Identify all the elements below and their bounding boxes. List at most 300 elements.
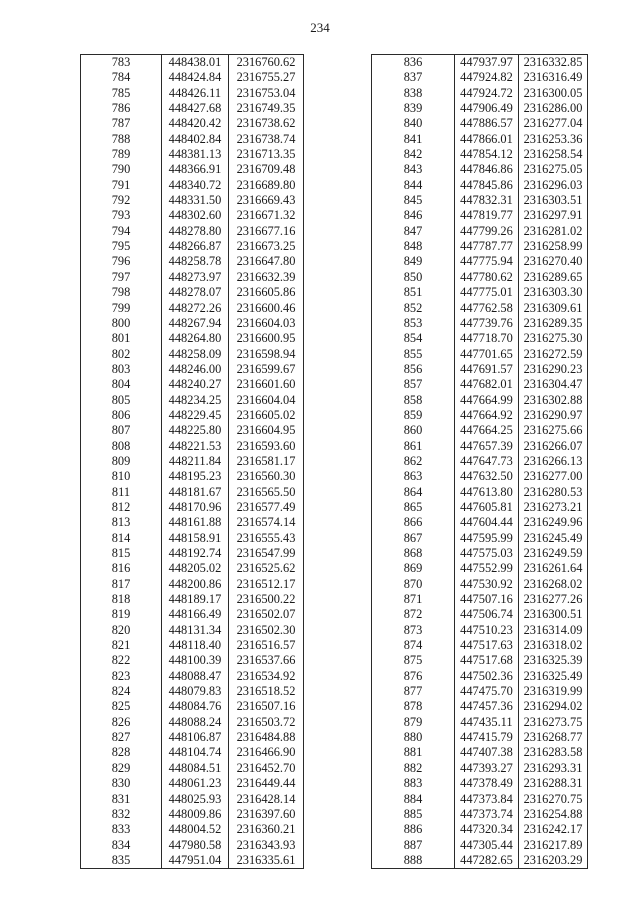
table-row <box>81 285 304 300</box>
y-coordinate-cell: 2316753.04 <box>229 86 304 101</box>
y-coordinate-cell: 2316300.05 <box>519 86 588 101</box>
y-coordinate-cell: 2316360.21 <box>229 822 304 837</box>
y-coordinate-cell: 2316738.62 <box>229 116 304 131</box>
y-coordinate-cell: 2316516.57 <box>229 638 304 653</box>
y-coordinate-cell: 2316449.44 <box>229 776 304 791</box>
x-coordinate-cell: 448170.96 <box>162 500 229 515</box>
point-number-cell: 888 <box>372 853 455 869</box>
y-coordinate-cell: 2316600.95 <box>229 331 304 346</box>
x-coordinate-cell: 447510.23 <box>455 623 519 638</box>
x-coordinate-cell: 448381.13 <box>162 147 229 162</box>
x-coordinate-cell: 448004.52 <box>162 822 229 837</box>
x-coordinate-cell: 448366.91 <box>162 162 229 177</box>
x-coordinate-cell: 447373.84 <box>455 792 519 807</box>
x-coordinate-cell: 448234.25 <box>162 393 229 408</box>
point-number-cell: 812 <box>81 500 162 515</box>
table-row <box>81 254 304 269</box>
point-number-cell: 880 <box>372 730 455 745</box>
x-coordinate-cell: 448240.27 <box>162 377 229 392</box>
point-number-cell: 785 <box>81 86 162 101</box>
table-row <box>81 592 304 607</box>
point-number-cell: 861 <box>372 439 455 454</box>
point-number-cell: 879 <box>372 715 455 730</box>
x-coordinate-cell: 448025.93 <box>162 792 229 807</box>
x-coordinate-cell: 448088.47 <box>162 669 229 684</box>
y-coordinate-cell: 2316534.92 <box>229 669 304 684</box>
y-coordinate-cell: 2316604.95 <box>229 423 304 438</box>
table-row <box>81 546 304 561</box>
table-row <box>372 699 588 714</box>
table-row <box>81 623 304 638</box>
y-coordinate-cell: 2316632.39 <box>229 270 304 285</box>
point-number-cell: 860 <box>372 423 455 438</box>
point-number-cell: 817 <box>81 577 162 592</box>
x-coordinate-cell: 448264.80 <box>162 331 229 346</box>
table-row <box>81 454 304 469</box>
table-row <box>372 208 588 223</box>
point-number-cell: 826 <box>81 715 162 730</box>
coordinates-table-left-body <box>81 55 304 869</box>
y-coordinate-cell: 2316290.23 <box>519 362 588 377</box>
table-row <box>81 132 304 147</box>
table-row <box>372 638 588 653</box>
point-number-cell: 811 <box>81 485 162 500</box>
point-number-cell: 845 <box>372 193 455 208</box>
y-coordinate-cell: 2316275.66 <box>519 423 588 438</box>
table-row <box>81 408 304 423</box>
x-coordinate-cell: 447320.34 <box>455 822 519 837</box>
table-row <box>372 331 588 346</box>
x-coordinate-cell: 447691.57 <box>455 362 519 377</box>
y-coordinate-cell: 2316242.17 <box>519 822 588 837</box>
x-coordinate-cell: 448088.24 <box>162 715 229 730</box>
y-coordinate-cell: 2316525.62 <box>229 561 304 576</box>
x-coordinate-cell: 447475.70 <box>455 684 519 699</box>
y-coordinate-cell: 2316314.09 <box>519 623 588 638</box>
point-number-cell: 851 <box>372 285 455 300</box>
point-number-cell: 784 <box>81 70 162 85</box>
y-coordinate-cell: 2316325.49 <box>519 669 588 684</box>
point-number-cell: 871 <box>372 592 455 607</box>
table-row <box>81 792 304 807</box>
x-coordinate-cell: 447457.36 <box>455 699 519 714</box>
table-row <box>372 761 588 776</box>
point-number-cell: 867 <box>372 531 455 546</box>
table-row <box>372 577 588 592</box>
point-number-cell: 835 <box>81 853 162 869</box>
x-coordinate-cell: 448084.51 <box>162 761 229 776</box>
table-row <box>81 807 304 822</box>
y-coordinate-cell: 2316466.90 <box>229 745 304 760</box>
table-row <box>81 469 304 484</box>
point-number-cell: 828 <box>81 745 162 760</box>
x-coordinate-cell: 448229.45 <box>162 408 229 423</box>
point-number-cell: 882 <box>372 761 455 776</box>
table-row <box>81 70 304 85</box>
point-number-cell: 819 <box>81 607 162 622</box>
table-row <box>372 669 588 684</box>
y-coordinate-cell: 2316294.02 <box>519 699 588 714</box>
table-row <box>372 485 588 500</box>
table-row <box>372 561 588 576</box>
x-coordinate-cell: 447575.03 <box>455 546 519 561</box>
x-coordinate-cell: 447846.86 <box>455 162 519 177</box>
x-coordinate-cell: 448104.74 <box>162 745 229 760</box>
point-number-cell: 815 <box>81 546 162 561</box>
x-coordinate-cell: 447866.01 <box>455 132 519 147</box>
table-row <box>372 531 588 546</box>
x-coordinate-cell: 448278.80 <box>162 224 229 239</box>
table-row <box>372 254 588 269</box>
point-number-cell: 885 <box>372 807 455 822</box>
x-coordinate-cell: 448278.07 <box>162 285 229 300</box>
x-coordinate-cell: 447502.36 <box>455 669 519 684</box>
table-row <box>372 653 588 668</box>
point-number-cell: 844 <box>372 178 455 193</box>
x-coordinate-cell: 447373.74 <box>455 807 519 822</box>
point-number-cell: 792 <box>81 193 162 208</box>
table-row <box>81 684 304 699</box>
point-number-cell: 852 <box>372 301 455 316</box>
y-coordinate-cell: 2316296.03 <box>519 178 588 193</box>
y-coordinate-cell: 2316755.27 <box>229 70 304 85</box>
point-number-cell: 799 <box>81 301 162 316</box>
x-coordinate-cell: 448009.86 <box>162 807 229 822</box>
table-row <box>81 116 304 131</box>
table-row <box>372 316 588 331</box>
point-number-cell: 839 <box>372 101 455 116</box>
point-number-cell: 848 <box>372 239 455 254</box>
table-row <box>81 745 304 760</box>
y-coordinate-cell: 2316332.85 <box>519 55 588 71</box>
x-coordinate-cell: 447924.82 <box>455 70 519 85</box>
table-row <box>81 101 304 116</box>
y-coordinate-cell: 2316245.49 <box>519 531 588 546</box>
page-number: 234 <box>310 20 330 35</box>
y-coordinate-cell: 2316502.07 <box>229 607 304 622</box>
point-number-cell: 823 <box>81 669 162 684</box>
y-coordinate-cell: 2316500.22 <box>229 592 304 607</box>
y-coordinate-cell: 2316605.02 <box>229 408 304 423</box>
table-row <box>372 224 588 239</box>
y-coordinate-cell: 2316677.16 <box>229 224 304 239</box>
table-row <box>81 577 304 592</box>
x-coordinate-cell: 447595.99 <box>455 531 519 546</box>
y-coordinate-cell: 2316249.59 <box>519 546 588 561</box>
y-coordinate-cell: 2316258.99 <box>519 239 588 254</box>
table-row <box>81 362 304 377</box>
point-number-cell: 807 <box>81 423 162 438</box>
point-number-cell: 886 <box>372 822 455 837</box>
x-coordinate-cell: 448402.84 <box>162 132 229 147</box>
y-coordinate-cell: 2316604.03 <box>229 316 304 331</box>
x-coordinate-cell: 447647.73 <box>455 454 519 469</box>
x-coordinate-cell: 447799.26 <box>455 224 519 239</box>
y-coordinate-cell: 2316288.31 <box>519 776 588 791</box>
y-coordinate-cell: 2316258.54 <box>519 147 588 162</box>
y-coordinate-cell: 2316537.66 <box>229 653 304 668</box>
table-row <box>372 838 588 853</box>
x-coordinate-cell: 448061.23 <box>162 776 229 791</box>
table-row <box>372 70 588 85</box>
x-coordinate-cell: 448131.34 <box>162 623 229 638</box>
table-row <box>81 607 304 622</box>
y-coordinate-cell: 2316319.99 <box>519 684 588 699</box>
x-coordinate-cell: 448079.83 <box>162 684 229 699</box>
x-coordinate-cell: 447613.80 <box>455 485 519 500</box>
table-row <box>81 715 304 730</box>
point-number-cell: 798 <box>81 285 162 300</box>
y-coordinate-cell: 2316601.60 <box>229 377 304 392</box>
y-coordinate-cell: 2316261.64 <box>519 561 588 576</box>
point-number-cell: 825 <box>81 699 162 714</box>
table-row <box>81 561 304 576</box>
table-row <box>372 285 588 300</box>
y-coordinate-cell: 2316598.94 <box>229 347 304 362</box>
y-coordinate-cell: 2316270.40 <box>519 254 588 269</box>
table-row <box>372 469 588 484</box>
table-row <box>81 423 304 438</box>
table-row <box>81 638 304 653</box>
x-coordinate-cell: 447886.57 <box>455 116 519 131</box>
x-coordinate-cell: 447517.68 <box>455 653 519 668</box>
table-row <box>372 86 588 101</box>
table-row <box>372 55 588 71</box>
y-coordinate-cell: 2316253.36 <box>519 132 588 147</box>
y-coordinate-cell: 2316289.35 <box>519 316 588 331</box>
point-number-cell: 878 <box>372 699 455 714</box>
x-coordinate-cell: 448246.00 <box>162 362 229 377</box>
point-number-cell: 790 <box>81 162 162 177</box>
point-number-cell: 834 <box>81 838 162 853</box>
table-row <box>372 546 588 561</box>
y-coordinate-cell: 2316277.26 <box>519 592 588 607</box>
y-coordinate-cell: 2316555.43 <box>229 531 304 546</box>
point-number-cell: 855 <box>372 347 455 362</box>
point-number-cell: 872 <box>372 607 455 622</box>
y-coordinate-cell: 2316647.80 <box>229 254 304 269</box>
x-coordinate-cell: 448211.84 <box>162 454 229 469</box>
table-row <box>372 193 588 208</box>
coordinates-table-right <box>371 54 588 869</box>
x-coordinate-cell: 447762.58 <box>455 301 519 316</box>
table-row <box>372 239 588 254</box>
x-coordinate-cell: 448118.40 <box>162 638 229 653</box>
point-number-cell: 881 <box>372 745 455 760</box>
point-number-cell: 824 <box>81 684 162 699</box>
x-coordinate-cell: 447305.44 <box>455 838 519 853</box>
point-number-cell: 846 <box>372 208 455 223</box>
y-coordinate-cell: 2316671.32 <box>229 208 304 223</box>
y-coordinate-cell: 2316604.04 <box>229 393 304 408</box>
point-number-cell: 837 <box>372 70 455 85</box>
y-coordinate-cell: 2316669.43 <box>229 193 304 208</box>
table-row <box>81 853 304 869</box>
table-row <box>81 301 304 316</box>
x-coordinate-cell: 447282.65 <box>455 853 519 869</box>
point-number-cell: 794 <box>81 224 162 239</box>
point-number-cell: 820 <box>81 623 162 638</box>
y-coordinate-cell: 2316266.07 <box>519 439 588 454</box>
table-row <box>372 592 588 607</box>
y-coordinate-cell: 2316268.77 <box>519 730 588 745</box>
x-coordinate-cell: 448426.11 <box>162 86 229 101</box>
table-row <box>81 331 304 346</box>
y-coordinate-cell: 2316335.61 <box>229 853 304 869</box>
x-coordinate-cell: 447980.58 <box>162 838 229 853</box>
x-coordinate-cell: 447845.86 <box>455 178 519 193</box>
x-coordinate-cell: 447530.92 <box>455 577 519 592</box>
point-number-cell: 847 <box>372 224 455 239</box>
table-row <box>372 439 588 454</box>
point-number-cell: 804 <box>81 377 162 392</box>
table-row <box>372 270 588 285</box>
y-coordinate-cell: 2316303.30 <box>519 285 588 300</box>
point-number-cell: 875 <box>372 653 455 668</box>
y-coordinate-cell: 2316270.75 <box>519 792 588 807</box>
table-row <box>81 86 304 101</box>
coordinates-table-left <box>80 54 304 869</box>
y-coordinate-cell: 2316286.00 <box>519 101 588 116</box>
x-coordinate-cell: 447506.74 <box>455 607 519 622</box>
table-row <box>372 807 588 822</box>
point-number-cell: 791 <box>81 178 162 193</box>
point-number-cell: 868 <box>372 546 455 561</box>
point-number-cell: 864 <box>372 485 455 500</box>
table-row <box>81 822 304 837</box>
x-coordinate-cell: 448331.50 <box>162 193 229 208</box>
x-coordinate-cell: 447664.92 <box>455 408 519 423</box>
x-coordinate-cell: 447657.39 <box>455 439 519 454</box>
x-coordinate-cell: 447718.70 <box>455 331 519 346</box>
x-coordinate-cell: 448106.87 <box>162 730 229 745</box>
point-number-cell: 805 <box>81 393 162 408</box>
y-coordinate-cell: 2316280.53 <box>519 485 588 500</box>
table-row <box>81 239 304 254</box>
x-coordinate-cell: 447604.44 <box>455 515 519 530</box>
x-coordinate-cell: 447415.79 <box>455 730 519 745</box>
x-coordinate-cell: 448221.53 <box>162 439 229 454</box>
x-coordinate-cell: 448258.09 <box>162 347 229 362</box>
y-coordinate-cell: 2316266.13 <box>519 454 588 469</box>
x-coordinate-cell: 448195.23 <box>162 469 229 484</box>
table-row <box>372 178 588 193</box>
y-coordinate-cell: 2316272.59 <box>519 347 588 362</box>
x-coordinate-cell: 448267.94 <box>162 316 229 331</box>
x-coordinate-cell: 448205.02 <box>162 561 229 576</box>
table-row <box>372 301 588 316</box>
point-number-cell: 870 <box>372 577 455 592</box>
y-coordinate-cell: 2316268.02 <box>519 577 588 592</box>
y-coordinate-cell: 2316565.50 <box>229 485 304 500</box>
table-row <box>372 730 588 745</box>
y-coordinate-cell: 2316273.75 <box>519 715 588 730</box>
point-number-cell: 832 <box>81 807 162 822</box>
y-coordinate-cell: 2316484.88 <box>229 730 304 745</box>
point-number-cell: 793 <box>81 208 162 223</box>
y-coordinate-cell: 2316275.05 <box>519 162 588 177</box>
point-number-cell: 869 <box>372 561 455 576</box>
x-coordinate-cell: 447775.01 <box>455 285 519 300</box>
point-number-cell: 800 <box>81 316 162 331</box>
y-coordinate-cell: 2316302.88 <box>519 393 588 408</box>
table-row <box>81 531 304 546</box>
x-coordinate-cell: 447924.72 <box>455 86 519 101</box>
x-coordinate-cell: 447780.62 <box>455 270 519 285</box>
y-coordinate-cell: 2316749.35 <box>229 101 304 116</box>
point-number-cell: 814 <box>81 531 162 546</box>
x-coordinate-cell: 447832.31 <box>455 193 519 208</box>
y-coordinate-cell: 2316689.80 <box>229 178 304 193</box>
y-coordinate-cell: 2316275.30 <box>519 331 588 346</box>
y-coordinate-cell: 2316512.17 <box>229 577 304 592</box>
x-coordinate-cell: 447605.81 <box>455 500 519 515</box>
x-coordinate-cell: 448181.67 <box>162 485 229 500</box>
y-coordinate-cell: 2316503.72 <box>229 715 304 730</box>
x-coordinate-cell: 447775.94 <box>455 254 519 269</box>
y-coordinate-cell: 2316283.58 <box>519 745 588 760</box>
y-coordinate-cell: 2316318.02 <box>519 638 588 653</box>
table-row <box>81 485 304 500</box>
y-coordinate-cell: 2316605.86 <box>229 285 304 300</box>
y-coordinate-cell: 2316343.93 <box>229 838 304 853</box>
point-number-cell: 874 <box>372 638 455 653</box>
point-number-cell: 829 <box>81 761 162 776</box>
x-coordinate-cell: 448100.39 <box>162 653 229 668</box>
x-coordinate-cell: 448266.87 <box>162 239 229 254</box>
table-row <box>372 515 588 530</box>
x-coordinate-cell: 448427.68 <box>162 101 229 116</box>
table-row <box>372 423 588 438</box>
y-coordinate-cell: 2316581.17 <box>229 454 304 469</box>
point-number-cell: 873 <box>372 623 455 638</box>
table-row <box>81 838 304 853</box>
y-coordinate-cell: 2316574.14 <box>229 515 304 530</box>
point-number-cell: 809 <box>81 454 162 469</box>
point-number-cell: 841 <box>372 132 455 147</box>
point-number-cell: 801 <box>81 331 162 346</box>
table-row <box>81 270 304 285</box>
point-number-cell: 789 <box>81 147 162 162</box>
y-coordinate-cell: 2316249.96 <box>519 515 588 530</box>
x-coordinate-cell: 448158.91 <box>162 531 229 546</box>
table-row <box>372 853 588 869</box>
x-coordinate-cell: 448438.01 <box>162 55 229 71</box>
y-coordinate-cell: 2316547.99 <box>229 546 304 561</box>
point-number-cell: 796 <box>81 254 162 269</box>
point-number-cell: 788 <box>81 132 162 147</box>
y-coordinate-cell: 2316309.61 <box>519 301 588 316</box>
table-row <box>81 347 304 362</box>
x-coordinate-cell: 447517.63 <box>455 638 519 653</box>
table-row <box>372 500 588 515</box>
y-coordinate-cell: 2316277.00 <box>519 469 588 484</box>
point-number-cell: 862 <box>372 454 455 469</box>
table-row <box>372 623 588 638</box>
y-coordinate-cell: 2316203.29 <box>519 853 588 869</box>
table-row <box>81 162 304 177</box>
x-coordinate-cell: 447819.77 <box>455 208 519 223</box>
x-coordinate-cell: 448166.49 <box>162 607 229 622</box>
point-number-cell: 833 <box>81 822 162 837</box>
table-row <box>372 684 588 699</box>
table-row <box>81 439 304 454</box>
point-number-cell: 850 <box>372 270 455 285</box>
table-row <box>372 347 588 362</box>
x-coordinate-cell: 447937.97 <box>455 55 519 71</box>
table-row <box>372 393 588 408</box>
y-coordinate-cell: 2316290.97 <box>519 408 588 423</box>
